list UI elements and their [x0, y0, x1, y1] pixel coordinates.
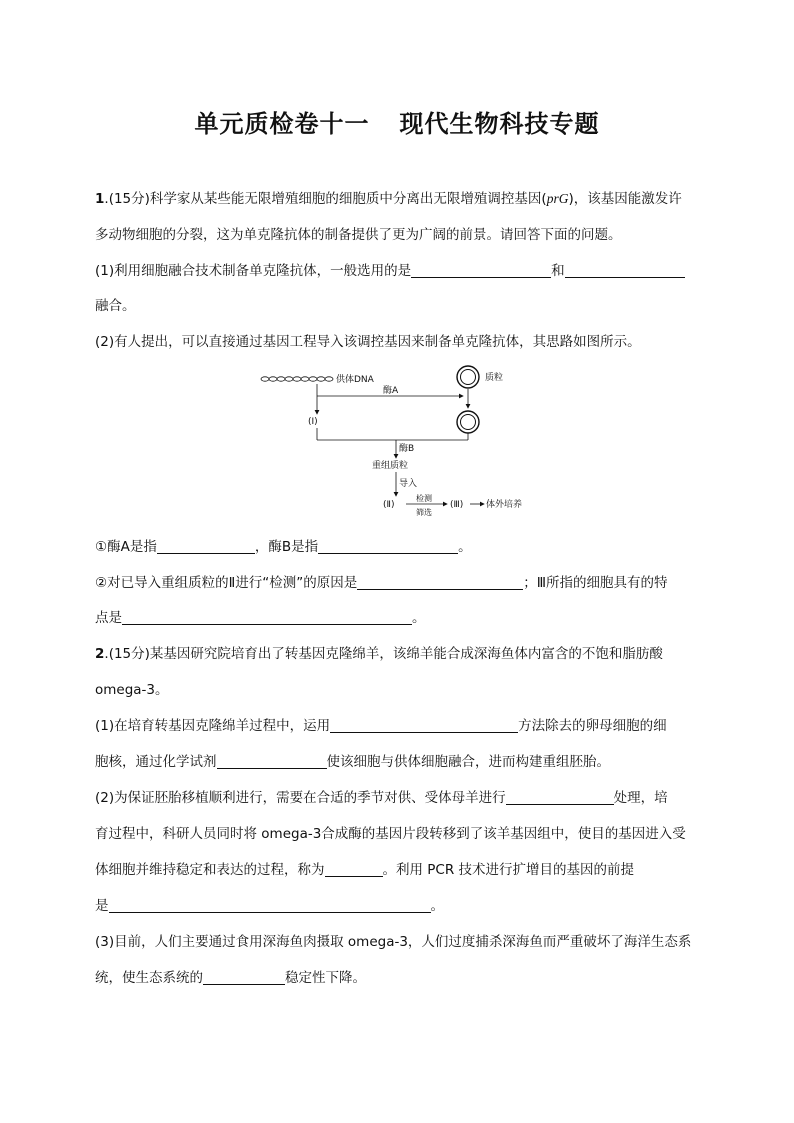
q2-part-2-line-2: 育过程中，科研人员同时将 omega-3合成酶的基因片段转移到了该羊基因组中，使目的基因进入受	[95, 826, 686, 842]
q2-part-1-cont: 胞核，通过化学试剂 使该细胞与供体细胞融合，进而构建重组胚胎。	[95, 754, 610, 770]
page-title	[0, 104, 794, 139]
plasmid-label: 质粒	[485, 373, 504, 383]
q2-stem-line-2: omega-3。	[95, 682, 169, 698]
answer-blank[interactable]	[122, 610, 412, 625]
cell-1-label: (Ⅰ)	[308, 417, 318, 427]
answer-blank[interactable]	[109, 898, 431, 913]
answer-blank[interactable]	[325, 862, 383, 877]
q2-part-2-line-3: 体细胞并维持稳定和表达的过程，称为 。利用 PCR 技术进行扩增目的基因的前提	[95, 862, 635, 878]
answer-blank[interactable]	[330, 718, 518, 733]
q2-number: 2	[95, 646, 105, 662]
q2-part-2: (2)为保证胚胎移植顺利进行，需要在合适的季节对供、受体母羊进行 处理，培	[95, 790, 668, 806]
answer-blank[interactable]	[506, 790, 614, 805]
import-label: 导入	[399, 479, 418, 489]
cell-2-label: (Ⅱ)	[383, 500, 395, 510]
answer-blank[interactable]	[357, 575, 523, 590]
q1-stem-line-1: 1.(15分)科学家从某些能无限增殖细胞的细胞质中分离出无限增殖调控基因(prG)，该基因能激发许	[95, 191, 682, 207]
donor-dna-label: 供体DNA	[336, 375, 374, 385]
plasmid-icon	[457, 366, 479, 388]
q2-part-1: (1)在培育转基因克隆绵羊过程中，运用 方法除去的卵母细胞的细	[95, 718, 667, 734]
culture-label: 体外培养	[486, 500, 523, 510]
q1-part-1-cont: 融合。	[95, 298, 136, 314]
gene-name: prG	[546, 191, 569, 206]
cell-3-label: (Ⅲ)	[450, 500, 464, 510]
q1-subquestion-2-cont: 点是 。	[95, 610, 426, 626]
detect-label: 检测	[416, 494, 432, 503]
cut-plasmid-icon	[457, 411, 479, 433]
answer-blank[interactable]	[157, 539, 255, 554]
title-unit: 单元质检卷十一	[194, 109, 370, 138]
q1-stem-line-2: 多动物细胞的分裂，这为单克隆抗体的制备提供了更为广阔的前景。请回答下面的问题。	[95, 227, 622, 243]
q1-subquestion-2: ②对已导入重组质粒的Ⅱ进行“检测”的原因是 ；Ⅲ所指的细胞具有的特	[95, 575, 668, 591]
answer-blank[interactable]	[217, 754, 327, 769]
q2-stem-line-1: 2.(15分)某基因研究院培育出了转基因克隆绵羊，该绵羊能合成深海鱼体内富含的不饱和脂肪酸	[95, 646, 663, 662]
q1-part-1: (1)利用细胞融合技术制备单克隆抗体，一般选用的是 和	[95, 262, 685, 280]
answer-blank[interactable]	[565, 263, 685, 278]
q1-part-2: (2)有人提出，可以直接通过基因工程导入该调控基因来制备单克隆抗体，其思路如图所示。	[95, 334, 641, 350]
donor-dna-icon	[261, 377, 333, 381]
screen-label: 筛选	[416, 508, 432, 517]
recombinant-plasmid-label: 重组质粒	[372, 461, 409, 471]
answer-blank[interactable]	[318, 539, 458, 554]
answer-blank[interactable]	[203, 970, 285, 985]
q2-part-2-line-4: 是 。	[95, 898, 444, 914]
enzyme-a-label: 酶A	[383, 386, 399, 396]
title-topic: 现代生物科技专题	[399, 109, 600, 138]
enzyme-b-label: 酶B	[399, 444, 415, 454]
q2-part-3: (3)目前，人们主要通过食用深海鱼肉摄取 omega-3，人们过度捕杀深海鱼而严重破坏了海洋生态系	[95, 934, 692, 950]
gene-engineering-diagram	[250, 362, 550, 522]
answer-blank[interactable]	[411, 263, 551, 278]
q1-subquestion-1: ①酶A是指 ，酶B是指 。	[95, 539, 472, 555]
q1-number: 1	[95, 191, 105, 207]
q2-part-3-cont: 统，使生态系统的 稳定性下降。	[95, 970, 366, 986]
